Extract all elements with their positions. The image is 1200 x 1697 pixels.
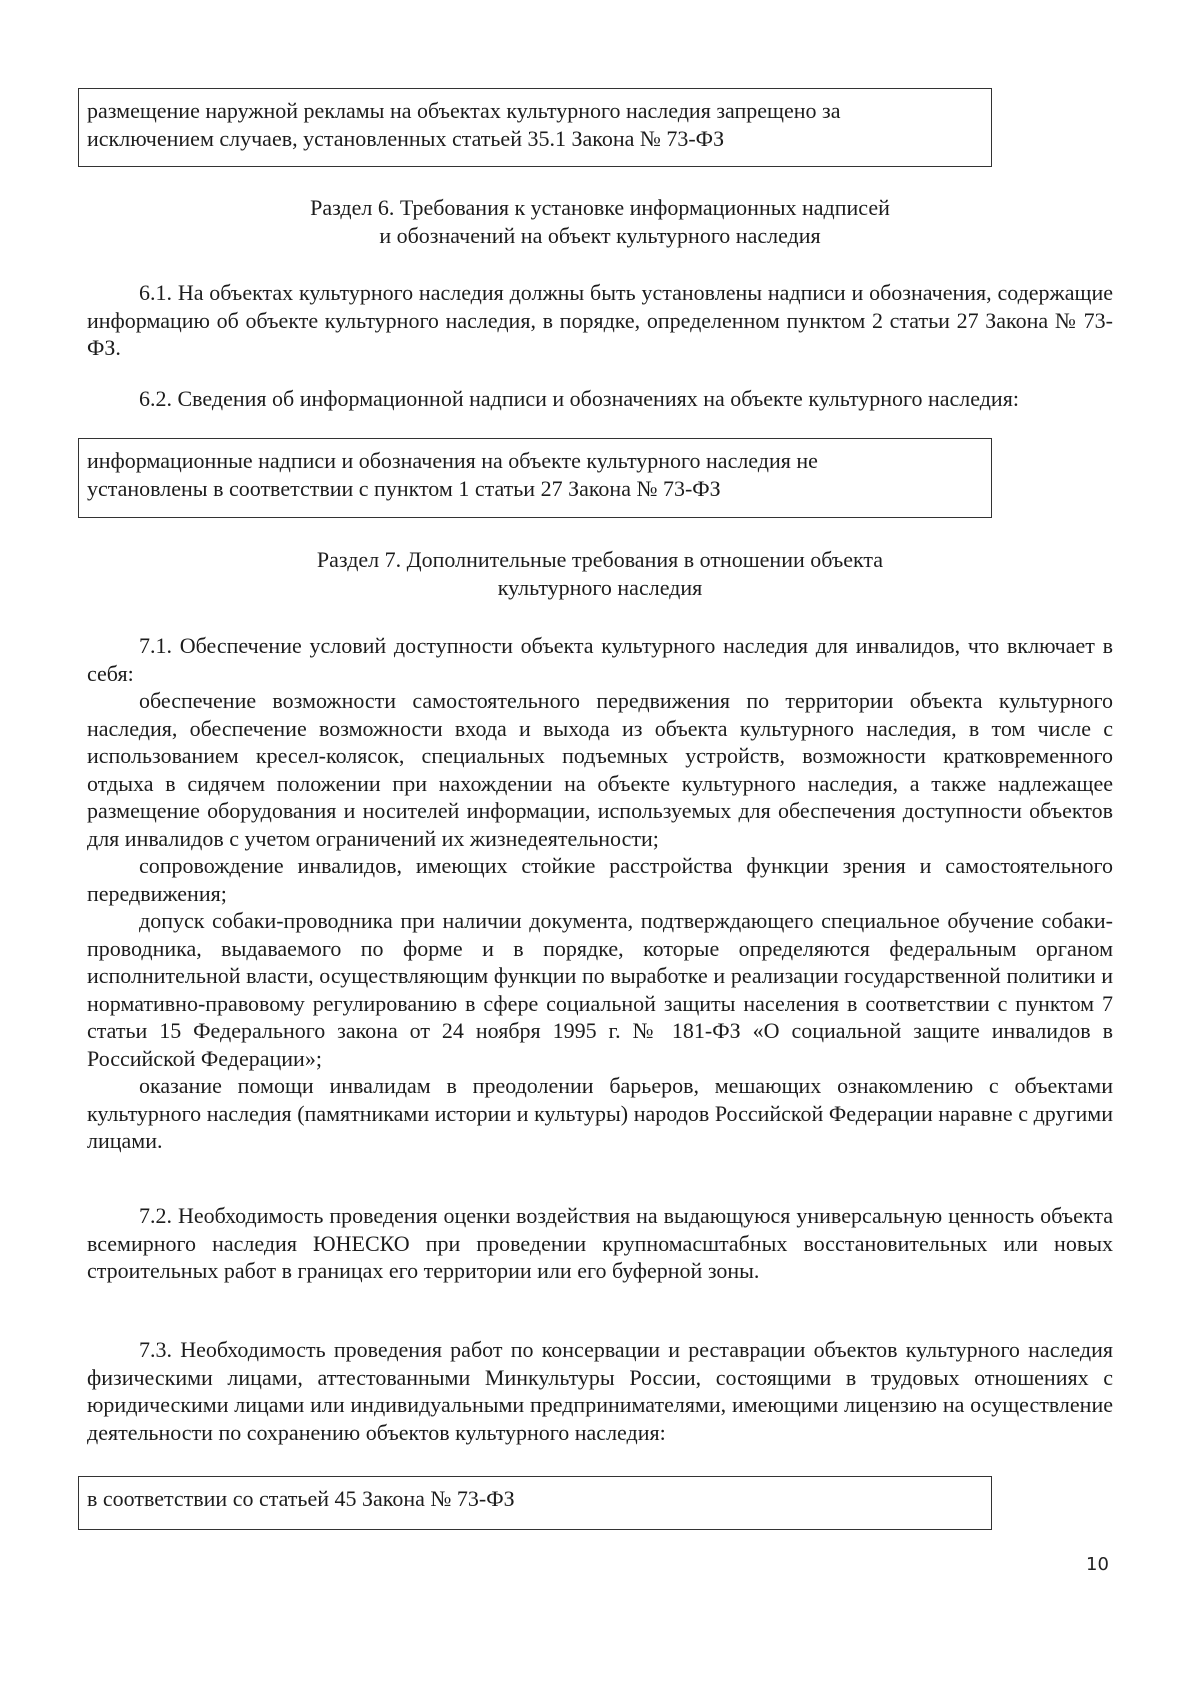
box-line: в соответствии со статьей 45 Закона № 73-ФЗ (87, 1486, 515, 1511)
section7-heading (0, 546, 1200, 602)
list-item: сопровождение инвалидов, имеющих стойкие расстройства функции зрения и самостоятельного передвижения; (87, 853, 1113, 906)
paragraph-7-2: 7.2. Необходимость проведения оценки воздействия на выдающуюся универсальную ценность объекта всемирного наследия ЮНЕСКО при проведении крупномасштабных восстановительных или новых строительных работ в границах его территории или его буферной зоны. (87, 1203, 1113, 1283)
heading-line: культурного наследия (497, 575, 703, 600)
section6-heading (0, 194, 1200, 250)
heading-line: Раздел 7. Дополнительные требования в отношении объекта (316, 547, 884, 572)
paragraph-7-1-block (87, 632, 1113, 1155)
paragraph-6-2: 6.2. Сведения об информационной надписи и обозначениях на объекте культурного наследия: (139, 386, 1019, 411)
paragraph-7-2-block (87, 1202, 1113, 1285)
info-signs-box (78, 438, 992, 518)
paragraph-7-1: 7.1. Обеспечение условий доступности объекта культурного наследия для инвалидов, что включает в себя: (87, 633, 1113, 686)
outdoor-ads-box (78, 88, 992, 167)
list-item: оказание помощи инвалидам в преодолении барьеров, мешающих ознакомлению с объектами культурного наследия (памятниками истории и культуры) народов Российской Федерации наравне с другими лицами. (87, 1073, 1113, 1153)
article-45-box (78, 1476, 992, 1530)
list-item: допуск собаки-проводника при наличии документа, подтверждающего специальное обучение собаки-проводника, выдаваемого по форме и в порядке, которые определяются федеральным органом исполнительной власти, осуществляющим функции по выработке и реализации государственной политики и нормативно-правовому регулированию в сфере социальной защиты населения в соответствии с пунктом 7 статьи 15 Федерального закона от 24 ноября 1995 г. № 181-ФЗ «О социальной защите инвалидов в Российской Федерации»; (87, 908, 1113, 1071)
box-line: информационные надписи и обозначения на объекте культурного наследия не (87, 448, 818, 473)
paragraph-7-3: 7.3. Необходимость проведения работ по консервации и реставрации объектов культурного наследия физическими лицами, аттестованными Минкультуры России, состоящими в трудовых отношениях с юридическими лицами или индивидуальными предпринимателями, имеющими лицензию на осуществление деятельности по сохранению объектов культурного наследия: (87, 1337, 1113, 1445)
paragraph-6-1: 6.1. На объектах культурного наследия должны быть установлены надписи и обозначения, содержащие информацию об объекте культурного наследия, в порядке, определенном пунктом 2 статьи 27 Закона № 73-ФЗ. (87, 280, 1113, 360)
box-line: установлены в соответствии с пунктом 1 статьи 27 Закона № 73-ФЗ (87, 476, 721, 501)
box-line: размещение наружной рекламы на объектах культурного наследия запрещено за (87, 98, 841, 123)
box-line: исключением случаев, установленных статьей 35.1 Закона № 73-ФЗ (87, 126, 725, 151)
paragraph-6-1-block (87, 279, 1113, 362)
heading-line: Раздел 6. Требования к установке информационных надписей (310, 195, 890, 220)
paragraph-7-3-block (87, 1336, 1113, 1446)
list-item: обеспечение возможности самостоятельного передвижения по территории объекта культурного наследия, обеспечение возможности входа и выхода из объекта культурного наследия, в том числе с использованием кресел-колясок, специальных подъемных устройств, возможности кратковременного отдыха в сидячем положении при нахождении на объекте культурного наследия, а также надлежащее размещение оборудования и носителей информации, используемых для обеспечения доступности объектов для инвалидов с учетом ограничений их жизнедеятельности; (87, 688, 1113, 851)
heading-line: и обозначений на объект культурного наследия (379, 223, 821, 248)
page-number: 10 (1086, 1554, 1109, 1575)
paragraph-6-2-block (87, 385, 1113, 413)
